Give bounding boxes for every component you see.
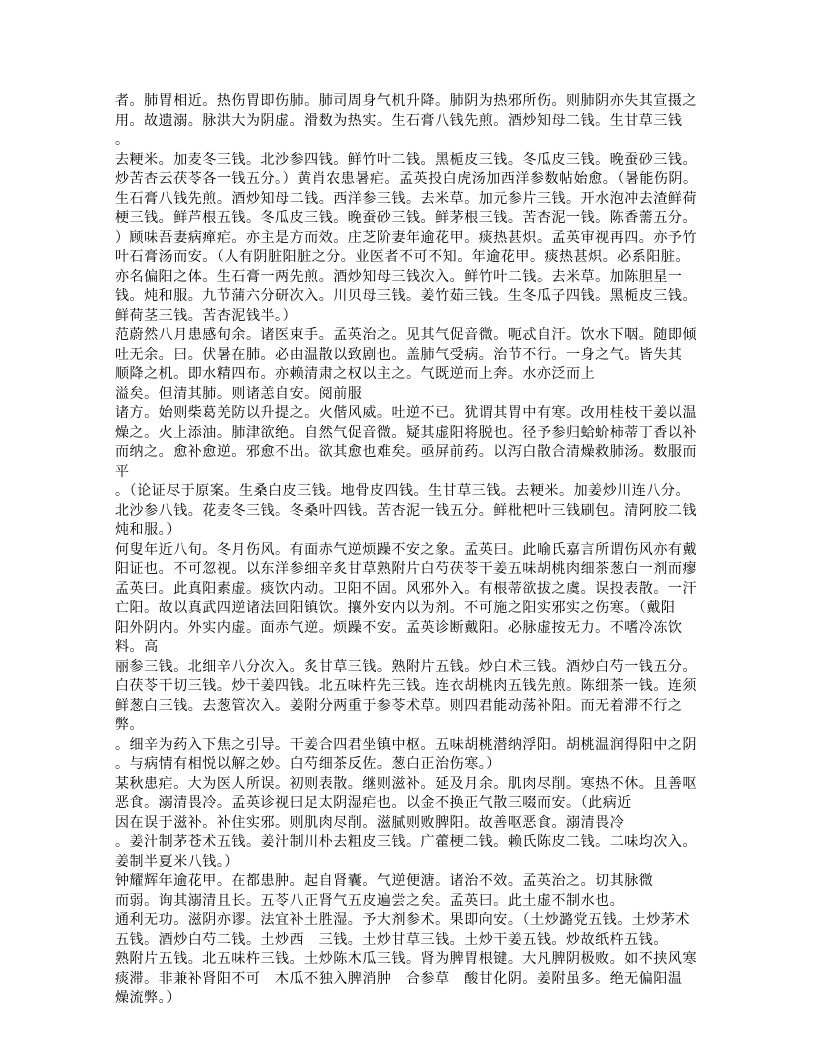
text-line: 鲜葱白三钱。去葱管次入。姜附分两重于参苓术草。则四君能动荡补阳。而无着滞不行之弊。 [115, 698, 683, 733]
text-line: 范蔚然八月患感旬余。诸医束手。孟英治之。见其气促音微。呃忒自汗。饮水下咽。随即倾 [115, 328, 697, 343]
text-line: 阳外阴内。外实内虚。面赤气逆。烦躁不安。孟英诊断戴阳。必脉虚按无力。不嗜冷冻饮料。高 [115, 620, 683, 655]
text-line: 鲜荷茎三钱。苦杏泥钱半。） [115, 308, 298, 324]
text-line: 炒苦杏云茯苓各一钱五分。）黄肖农患暑疟。孟英投白虎汤加西洋参数帖始愈。（暑能伤阴。 [115, 172, 698, 187]
text-line: 而弱。询其溺清且长。五苓八正肾气五皮遍尝之矣。孟英曰。此土虚不制水也。 [115, 893, 625, 909]
text-line: 。 [115, 133, 130, 148]
text-line: 去粳米。加麦冬三钱。北沙参四钱。鲜竹叶二钱。黑栀皮三钱。冬瓜皮三钱。晚蚕砂三钱。 [115, 152, 697, 168]
text-line: 平 [115, 464, 130, 480]
text-line: ）顾味吾妻病瘅疟。亦主是方而效。庄芝阶妻年逾花甲。痰热甚炽。孟英审视再四。亦予竹 [115, 230, 697, 246]
text-line: 诸方。始则柴葛羌防以升提之。火偕风威。吐逆不已。犹谓其胃中有寒。改用桂枝干姜以温 [115, 406, 697, 421]
text-line: 生石膏八钱先煎。酒炒知母二钱。西洋参三钱。去米草。加元参片三钱。开水泡冲去渣鲜荷 [115, 191, 697, 207]
text-line: 亡阳。故以真武四逆诸法回阳镇饮。攘外安内以为剂。不可施之阳实邪实之伤寒。（戴阳 [115, 601, 676, 616]
text-line: 燥流弊。） [115, 991, 181, 1006]
text-line: 顺降之机。即水精四布。亦赖清肃之权以主之。气既逆而上奔。水亦泛而上 [115, 367, 596, 382]
text-line: 恶食。溺清畏冷。孟英诊视曰足太阴湿疟也。以金不换正气散三啜而安。（此病近 [115, 796, 632, 811]
text-line: 。（论证尽于原案。生桑白皮三钱。地骨皮四钱。生甘草三钱。去粳米。加姜炒川连八分。 [115, 484, 690, 499]
text-line: 白茯苓干切三钱。炒干姜四钱。北五味杵先三钱。连衣胡桃肉五钱先煎。陈细茶一钱。连须 [115, 679, 697, 694]
text-line: 。细辛为药入下焦之引导。干姜合四君坐镇中枢。五味胡桃潜纳浮阳。胡桃温润得阳中之阴 [115, 737, 697, 753]
text-line: 。姜汁制茅苍术五钱。姜汁制川朴去粗皮三钱。广藿梗二钱。赖氏陈皮二钱。二味均次入。 [115, 835, 697, 850]
text-line: 钟耀辉年逾花甲。在都患肿。起自肾囊。气逆便溏。诸治不效。孟英治之。切其脉微 [115, 874, 654, 889]
text-line: 五钱。酒炒白芍二钱。土炒西 三钱。土炒甘草三钱。土炒干姜五钱。炒故纸杵五钱。 [115, 932, 668, 948]
text-line: 北沙参八钱。花麦冬三钱。冬桑叶四钱。苦杏泥一钱五分。鲜枇杷叶三钱刷包。清阿胶二钱 [115, 503, 697, 519]
text-line: 梗三钱。鲜芦根五钱。冬瓜皮三钱。晚蚕砂三钱。鲜茅根三钱。苦杏泥一钱。陈香薷五分。 [115, 211, 697, 226]
text-line: 者。肺胃相近。热伤胃即伤肺。肺司周身气机升降。肺阴为热邪所伤。则肺阴亦失其宣摄之 [115, 94, 697, 109]
text-line: 某秋患疟。大为医人所误。初则表散。继则滋补。延及月余。肌肉尽削。寒热不休。且善呕 [115, 776, 697, 792]
text-line: 阳证也。不可忽视。以东洋参细辛炙甘草熟附片白芍茯苓干姜五味胡桃肉细茶葱白一剂而瘳 [115, 562, 697, 577]
text-line: 燥之。火上添油。肺津欲绝。自然气促音微。疑其虚阳将脱也。径予参归蛤蚧柿蒂丁香以补 [115, 425, 697, 441]
text-line: 姜制半夏米八钱。） [115, 854, 239, 870]
text-line: 。与病情有相悦以解之妙。白芍细茶反佐。葱白正治伤寒。） [115, 757, 501, 772]
text-line: 通利无功。滋阴亦谬。法宜补土胜湿。予大剂参术。果即向安。（土炒潞党五钱。土炒茅术 [115, 913, 690, 928]
text-line: 用。故遗溺。脉洪大为阴虚。滑数为热实。生石膏八钱先煎。酒炒知母二钱。生甘草三钱 [115, 113, 683, 129]
text-line: 因在误于滋补。补住实邪。则肌肉尽削。滋腻则败脾阳。故善呕恶食。溺清畏冷 [115, 815, 625, 831]
text-line: 溢矣。但清其肺。则诸恙自安。阅前服 [115, 386, 363, 402]
text-line: 吐无余。曰。伏暑在肺。必由温散以致剧也。盖肺气受病。治节不行。一身之气。皆失其 [115, 347, 683, 363]
text-line: 孟英曰。此真阳素虚。痰饮内动。卫阳不固。风邪外入。有根蒂欲拔之虞。误投表散。一汗 [115, 581, 697, 597]
text-line: 亦名偏阳之体。生石膏一两先煎。酒炒知母三钱次入。鲜竹叶二钱。去米草。加陈胆星一 [115, 269, 683, 285]
text-line: 何叟年近八旬。冬月伤风。有面赤气逆烦躁不安之象。孟英曰。此喻氏嘉言所谓伤风亦有戴 [115, 542, 697, 558]
text-line: 痰滞。非兼补肾阳不可 木瓜不独入脾消肿 合参草 酸甘化阴。姜附虽多。绝无偏阳温 [115, 971, 683, 987]
text-line: 丽参三钱。北细辛八分次入。炙甘草三钱。熟附片五钱。炒白术三钱。酒炒白芍一钱五分。 [115, 659, 697, 675]
text-line: 叶石膏汤而安。（人有阴脏阳脏之分。业医者不可不知。年逾花甲。痰热甚炽。必系阳脏。 [115, 250, 690, 265]
text-line: 熟附片五钱。北五味杵三钱。土炒陈木瓜三钱。肾为脾胃根键。大凡脾阴极败。如不挟风寒 [115, 952, 697, 967]
document-body [115, 92, 711, 1009]
text-line: 炖和服。） [115, 523, 181, 538]
text-line: 钱。炖和服。九节蒲六分研次入。川贝母三钱。姜竹茹三钱。生冬瓜子四钱。黑栀皮三钱。 [115, 289, 697, 304]
text-line: 而纳之。愈补愈逆。邪愈不出。欲其愈也难矣。亟屏前药。以泻白散合清燥救肺汤。数服而 [115, 445, 697, 460]
